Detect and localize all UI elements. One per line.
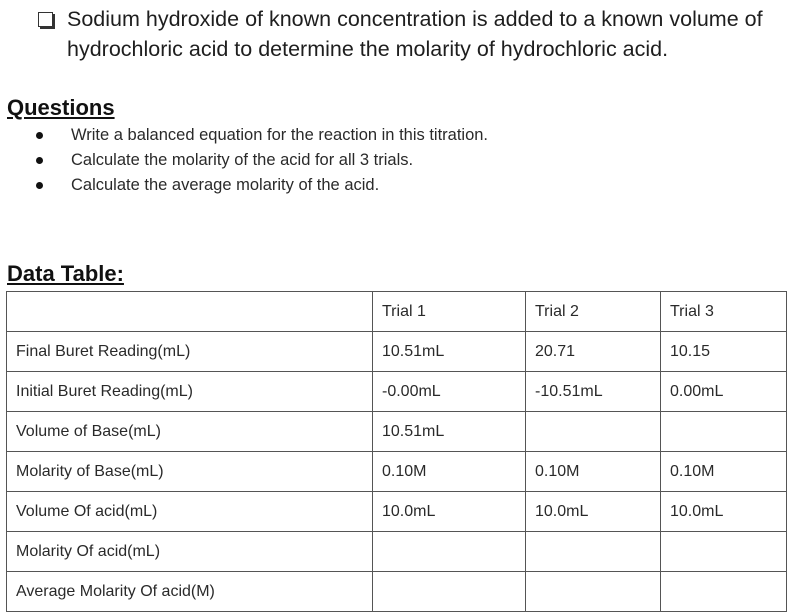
row-label-cell: Initial Buret Reading(mL) [7, 372, 373, 412]
question-text: Write a balanced equation for the reaction in this titration. [71, 126, 489, 144]
question-text: Calculate the molarity of the acid for all 3 trials. [71, 151, 414, 169]
table-cell: -0.00mL [373, 372, 526, 412]
bullet-icon [36, 182, 43, 189]
row-label-cell: Molarity of Base(mL) [7, 452, 373, 492]
table-cell [526, 532, 661, 572]
table-cell [373, 532, 526, 572]
data-table-heading: Data Table: [7, 261, 124, 286]
table-cell [661, 572, 787, 612]
question-text: Calculate the average molarity of the acid. [71, 176, 380, 194]
table-row [7, 492, 787, 532]
table-row [7, 412, 787, 452]
intro-text: Sodium hydroxide of known concentration is added to a known volume of hydrochloric acid to determine the molarity of hydrochloric acid. [67, 7, 763, 61]
row-label-cell: Molarity Of acid(mL) [7, 532, 373, 572]
data-table [6, 291, 787, 612]
table-cell: 0.10M [661, 452, 787, 492]
table-cell [373, 572, 526, 612]
table-cell: 0.00mL [661, 372, 787, 412]
intro-item [38, 4, 778, 64]
table-header-cell: Trial 3 [661, 292, 787, 332]
checkbox-icon [38, 12, 53, 27]
table-cell: 10.51mL [373, 412, 526, 452]
table-cell: 0.10M [526, 452, 661, 492]
table-header-cell: Trial 1 [373, 292, 526, 332]
table-cell: 10.0mL [526, 492, 661, 532]
table-header-cell: Trial 2 [526, 292, 661, 332]
table-cell: 10.15 [661, 332, 787, 372]
questions-heading: Questions [7, 95, 115, 120]
row-label-cell: Final Buret Reading(mL) [7, 332, 373, 372]
table-cell [526, 572, 661, 612]
table-row [7, 372, 787, 412]
table-cell: 10.0mL [373, 492, 526, 532]
row-label-cell: Volume Of acid(mL) [7, 492, 373, 532]
table-cell: 10.51mL [373, 332, 526, 372]
table-header-cell [7, 292, 373, 332]
table-row [7, 452, 787, 492]
table-row [7, 532, 787, 572]
bullet-icon [36, 132, 43, 139]
table-cell [661, 532, 787, 572]
row-label-cell: Volume of Base(mL) [7, 412, 373, 452]
table-cell: 10.0mL [661, 492, 787, 532]
table-cell: -10.51mL [526, 372, 661, 412]
row-label-cell: Average Molarity Of acid(M) [7, 572, 373, 612]
table-cell [526, 412, 661, 452]
table-cell: 20.71 [526, 332, 661, 372]
table-cell [661, 412, 787, 452]
bullet-icon [36, 157, 43, 164]
table-row [7, 332, 787, 372]
table-cell: 0.10M [373, 452, 526, 492]
table-row [7, 572, 787, 612]
table-header-row [7, 292, 787, 332]
